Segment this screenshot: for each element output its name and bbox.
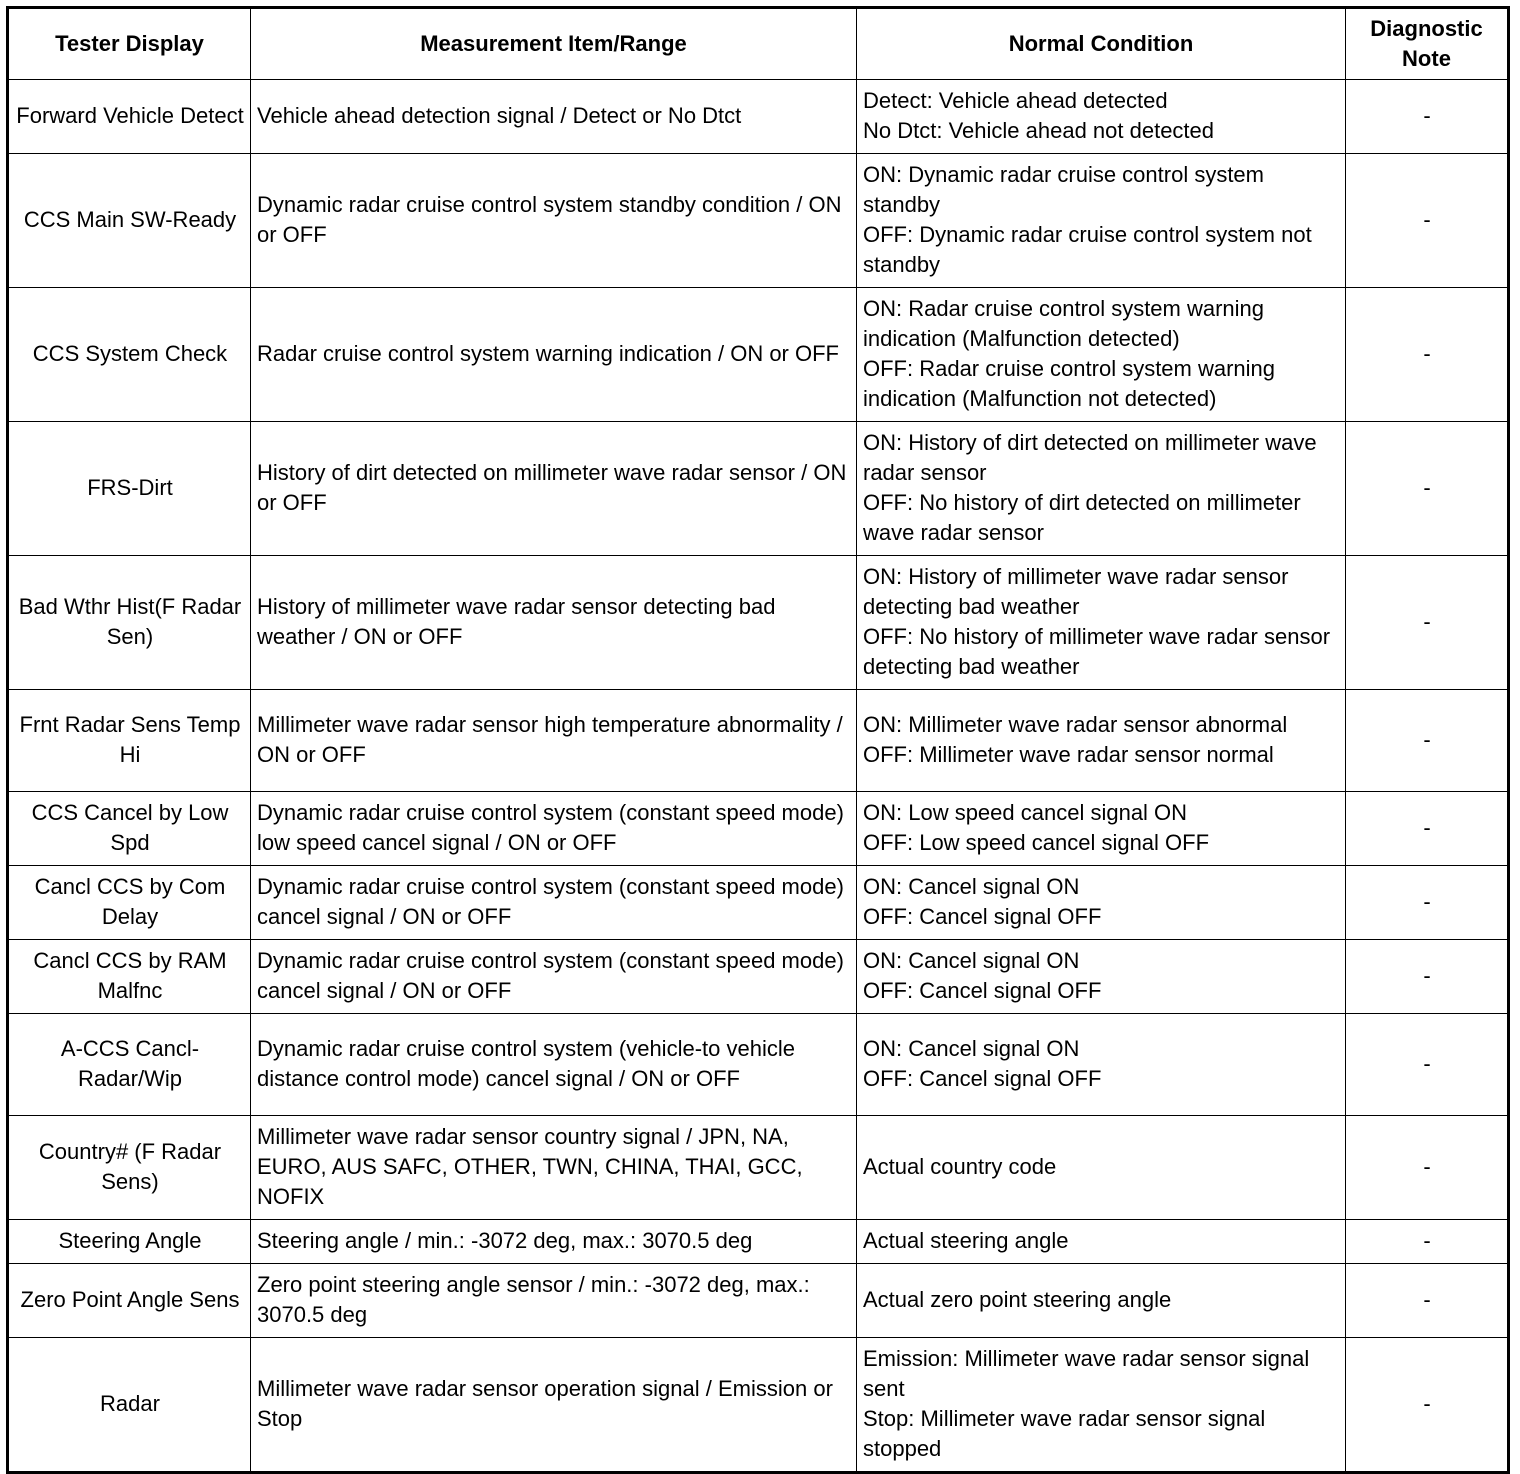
normal-condition-cell — [857, 1220, 1346, 1264]
condition-line: ON: Low speed cancel signal ON — [863, 800, 1188, 825]
normal-condition-cell — [857, 1116, 1346, 1220]
tester-display-cell: Country# (F Radar Sens) — [8, 1116, 251, 1220]
diagnostic-note-cell: - — [1346, 1338, 1509, 1473]
normal-condition-cell — [857, 154, 1346, 288]
condition-line: Actual zero point steering angle — [863, 1287, 1172, 1312]
normal-condition-cell — [857, 866, 1346, 940]
table-row — [8, 1264, 1509, 1338]
condition-line: ON: Cancel signal ON — [863, 874, 1080, 899]
measurement-item-cell: History of dirt detected on millimeter wave radar sensor / ON or OFF — [251, 422, 857, 556]
condition-line: ON: History of millimeter wave radar sensor detecting bad weather — [863, 564, 1289, 619]
condition-line: ON: Dynamic radar cruise control system standby — [863, 162, 1264, 217]
measurement-item-cell: Dynamic radar cruise control system (constant speed mode) cancel signal / ON or OFF — [251, 940, 857, 1014]
diagnostic-note-cell: - — [1346, 1264, 1509, 1338]
table-row — [8, 1014, 1509, 1116]
diagnostic-note-cell: - — [1346, 1014, 1509, 1116]
condition-line: Actual country code — [863, 1154, 1057, 1179]
measurement-item-cell: Dynamic radar cruise control system (vehicle-to vehicle distance control mode) cancel signal / ON or OFF — [251, 1014, 857, 1116]
diagnostic-note-cell: - — [1346, 1116, 1509, 1220]
tester-display-cell: FRS-Dirt — [8, 422, 251, 556]
table-row — [8, 866, 1509, 940]
condition-line: ON: Radar cruise control system warning indication (Malfunction detected) — [863, 296, 1265, 351]
tester-display-cell: Cancl CCS by Com Delay — [8, 866, 251, 940]
measurement-item-cell: Radar cruise control system warning indication / ON or OFF — [251, 288, 857, 422]
measurement-item-cell: Steering angle / min.: -3072 deg, max.: 3070.5 deg — [251, 1220, 857, 1264]
condition-line: Actual steering angle — [863, 1228, 1069, 1253]
condition-line: ON: Cancel signal ON — [863, 948, 1080, 973]
normal-condition-cell — [857, 422, 1346, 556]
diagnostic-note-cell: - — [1346, 422, 1509, 556]
table-row — [8, 556, 1509, 690]
tester-display-cell: Radar — [8, 1338, 251, 1473]
diagnostic-note-cell: - — [1346, 792, 1509, 866]
diagnostic-note-cell: - — [1346, 1220, 1509, 1264]
measurement-item-cell: Millimeter wave radar sensor high temperature abnormality / ON or OFF — [251, 690, 857, 792]
condition-line: OFF: Cancel signal OFF — [863, 978, 1102, 1003]
normal-condition-cell — [857, 288, 1346, 422]
table-row — [8, 288, 1509, 422]
normal-condition-cell — [857, 1264, 1346, 1338]
measurement-item-cell: Millimeter wave radar sensor country signal / JPN, NA, EURO, AUS SAFC, OTHER, TWN, CHINA, THAI, GCC, NOFIX — [251, 1116, 857, 1220]
measurement-item-cell: Dynamic radar cruise control system (constant speed mode) cancel signal / ON or OFF — [251, 866, 857, 940]
tester-display-cell: Cancl CCS by RAM Malfnc — [8, 940, 251, 1014]
condition-line: ON: Millimeter wave radar sensor abnormal — [863, 712, 1288, 737]
table-body — [8, 80, 1509, 1473]
header-measurement-item: Measurement Item/Range — [251, 8, 857, 80]
table-row — [8, 1220, 1509, 1264]
normal-condition-cell — [857, 1014, 1346, 1116]
tester-display-cell: CCS Main SW-Ready — [8, 154, 251, 288]
condition-line: ON: History of dirt detected on millimeter wave radar sensor — [863, 430, 1317, 485]
data-list-table — [6, 6, 1510, 1474]
tester-display-cell: Zero Point Angle Sens — [8, 1264, 251, 1338]
table-row — [8, 690, 1509, 792]
table-row — [8, 1338, 1509, 1473]
diagnostic-note-cell: - — [1346, 556, 1509, 690]
measurement-item-cell: Vehicle ahead detection signal / Detect or No Dtct — [251, 80, 857, 154]
condition-line: OFF: Dynamic radar cruise control system not standby — [863, 222, 1312, 277]
table-row — [8, 792, 1509, 866]
tester-display-cell: Forward Vehicle Detect — [8, 80, 251, 154]
header-normal-condition: Normal Condition — [857, 8, 1346, 80]
condition-line: OFF: No history of dirt detected on millimeter wave radar sensor — [863, 490, 1301, 545]
tester-display-cell: CCS System Check — [8, 288, 251, 422]
diagnostic-note-cell: - — [1346, 940, 1509, 1014]
diagnostic-note-cell: - — [1346, 690, 1509, 792]
table-header-row — [8, 8, 1509, 80]
measurement-item-cell: Millimeter wave radar sensor operation signal / Emission or Stop — [251, 1338, 857, 1473]
header-tester-display: Tester Display — [8, 8, 251, 80]
normal-condition-cell — [857, 792, 1346, 866]
normal-condition-cell — [857, 556, 1346, 690]
measurement-item-cell: History of millimeter wave radar sensor detecting bad weather / ON or OFF — [251, 556, 857, 690]
condition-line: OFF: Low speed cancel signal OFF — [863, 830, 1210, 855]
diagnostic-note-cell: - — [1346, 80, 1509, 154]
diagnostic-note-cell: - — [1346, 866, 1509, 940]
measurement-item-cell: Dynamic radar cruise control system standby condition / ON or OFF — [251, 154, 857, 288]
table-row — [8, 940, 1509, 1014]
tester-display-cell: A-CCS Cancl-Radar/Wip — [8, 1014, 251, 1116]
normal-condition-cell — [857, 940, 1346, 1014]
measurement-item-cell: Zero point steering angle sensor / min.: -3072 deg, max.: 3070.5 deg — [251, 1264, 857, 1338]
condition-line: Detect: Vehicle ahead detected — [863, 88, 1168, 113]
diagnostic-note-cell: - — [1346, 154, 1509, 288]
condition-line: OFF: Millimeter wave radar sensor normal — [863, 742, 1274, 767]
table-row — [8, 154, 1509, 288]
condition-line: Stop: Millimeter wave radar sensor signal stopped — [863, 1406, 1266, 1461]
condition-line: Emission: Millimeter wave radar sensor signal sent — [863, 1346, 1310, 1401]
condition-line: OFF: Cancel signal OFF — [863, 1066, 1102, 1091]
tester-display-cell: Bad Wthr Hist(F Radar Sen) — [8, 556, 251, 690]
table-row — [8, 422, 1509, 556]
normal-condition-cell — [857, 690, 1346, 792]
condition-line: OFF: No history of millimeter wave radar sensor detecting bad weather — [863, 624, 1331, 679]
table-row — [8, 80, 1509, 154]
normal-condition-cell — [857, 1338, 1346, 1473]
table-row — [8, 1116, 1509, 1220]
normal-condition-cell — [857, 80, 1346, 154]
condition-line: ON: Cancel signal ON — [863, 1036, 1080, 1061]
header-diagnostic-note: Diagnostic Note — [1346, 8, 1509, 80]
tester-display-cell: CCS Cancel by Low Spd — [8, 792, 251, 866]
tester-display-cell: Steering Angle — [8, 1220, 251, 1264]
tester-display-cell: Frnt Radar Sens Temp Hi — [8, 690, 251, 792]
diagnostic-note-cell: - — [1346, 288, 1509, 422]
measurement-item-cell: Dynamic radar cruise control system (constant speed mode) low speed cancel signal / ON or OFF — [251, 792, 857, 866]
condition-line: OFF: Cancel signal OFF — [863, 904, 1102, 929]
condition-line: OFF: Radar cruise control system warning indication (Malfunction not detected) — [863, 356, 1276, 411]
condition-line: No Dtct: Vehicle ahead not detected — [863, 118, 1215, 143]
